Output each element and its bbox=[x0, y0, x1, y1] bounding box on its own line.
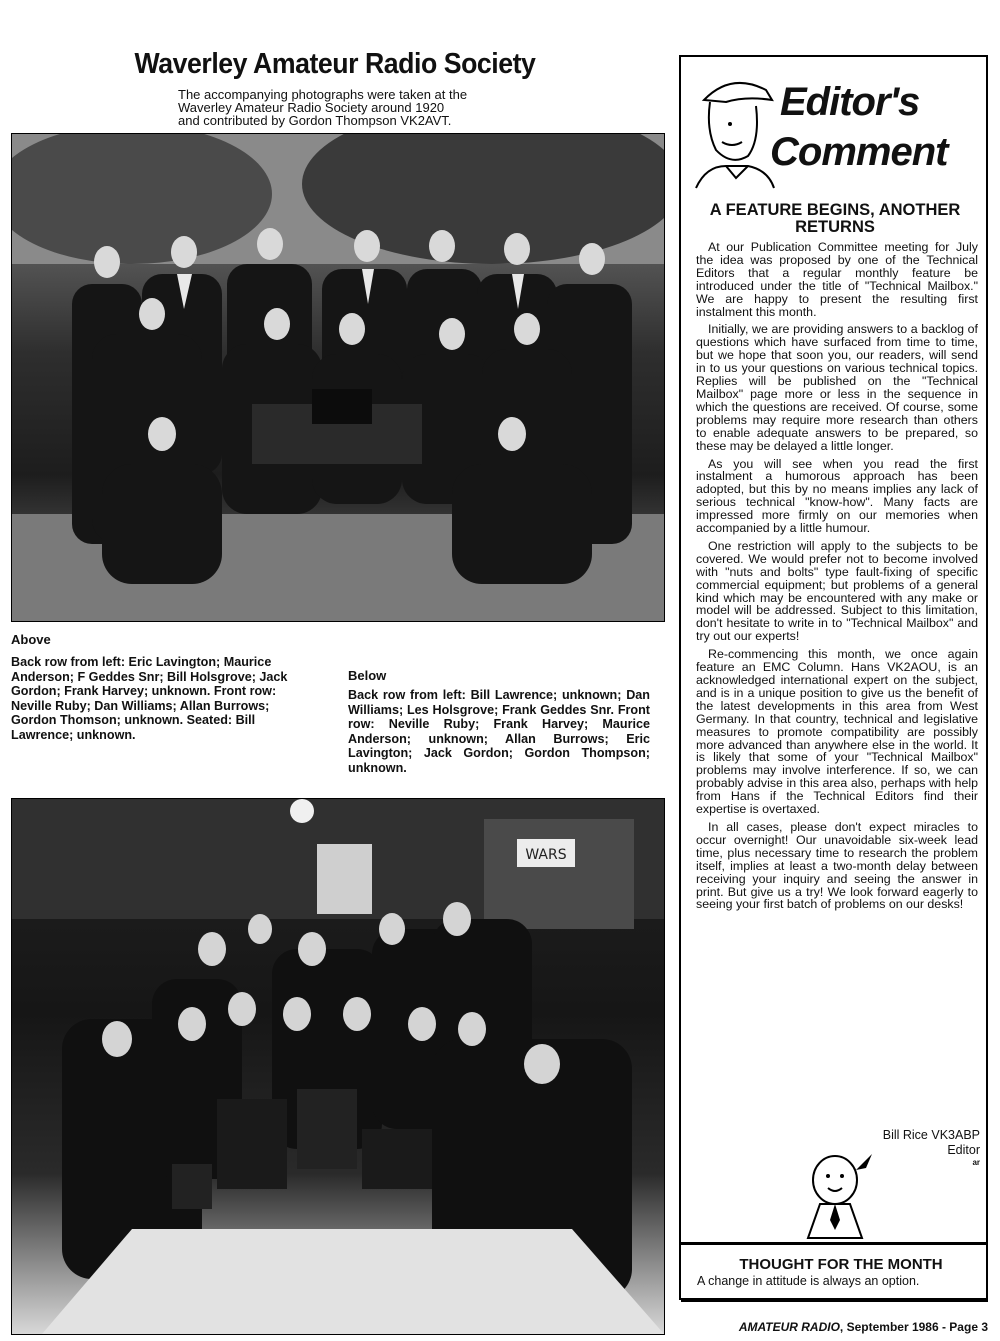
editor-cartoon-icon bbox=[686, 70, 776, 190]
article-intro: The accompanying photographs were taken at the Waverley Amateur Radio Society around 1920 and contributed by Gordon Thompson VK2AVT. bbox=[178, 87, 468, 128]
editorial-paragraph: Re-commencing this month, we once again feature an EMC Column. Hans VK2AOU, is an acknowledged international expert on the subject, and is in a unique position to give us the benefit of the latest developments in this area from West Germany. In that country, technical and legislative measures to promote compatibility are possibly more advanced than anywhere else in the world. It is likely that some of your "Technical Mailbox" problems may involve interference. If so, we can probably advise in this area also, perhaps with help from Hans if the Technical Editors find their expertise is overtaxed. bbox=[696, 647, 978, 817]
editorial-title-line1: Editor's bbox=[780, 80, 920, 124]
thought-heading: THOUGHT FOR THE MONTH bbox=[739, 1256, 943, 1273]
thought-text: A change in attitude is always an option. bbox=[697, 1274, 920, 1288]
editorial-body bbox=[696, 241, 978, 916]
page-footer bbox=[739, 1320, 988, 1334]
editorial-paragraph: In all cases, please don't expect miracles to occur overnight! Our unavoidable six-week lead time, plus necessary time to research the problem itself, implies at least a two-month delay between receiving your inquiry and seeing the answer in print. But give us a try! We look forward eagerly to seeing your first batch of problems on our desks! bbox=[696, 819, 978, 912]
end-mark: ar bbox=[972, 1158, 980, 1167]
radio-station-illustration bbox=[12, 799, 664, 1334]
editorial-headline: A FEATURE BEGINS, ANOTHER RETURNS bbox=[709, 201, 961, 236]
caption-above-text: Back row from left: Eric Lavington; Maurice Anderson; F Geddes Snr; Bill Holsgrove; Jack Gordon; Frank Harvey; unknown. Front row: Neville Ruby; Dan Williams; Allan Burrows; Gordon Thomson; unknown. Seated: Bill Lawrence; unknown. bbox=[11, 655, 288, 742]
editorial-title-line2: Comment bbox=[770, 130, 948, 174]
radio-station-photo bbox=[11, 798, 665, 1335]
editorial-paragraph: Initially, we are providing answers to a backlog of questions which have surfaced from time to time, but we hope that soon you, our readers, will send in to us your questions on various technical topics. Replies will be published on the "Technical Mailbox" page more or less in the sequence in which the questions are received. Of course, some problems may require more research than others to enable adequate answers to be prepared, so these may be delayed a little longer. bbox=[696, 322, 978, 453]
signature-role: Editor bbox=[947, 1143, 980, 1157]
caption-below-heading: Below bbox=[348, 668, 387, 683]
signature-name: Bill Rice VK3ABP bbox=[882, 1128, 980, 1142]
editorial-paragraph: One restriction will apply to the subjects to be covered. We would prefer not to become involved with "nuts and bolts" type fault-fixing of specific commercial equipment; but problems of a general kind which may be encountered with any make or model will be addressed. Subject to this limitation, don't hesitate to write in to "Technical Mailbox" and try out our experts! bbox=[696, 538, 978, 644]
editorial-paragraph: At our Publication Committee meeting for July the idea was proposed by one of the Technical Editors that a regular monthly feature be introduced under the title of "Technical Mailbox." We are happy to present the resulting first instalment this month. bbox=[696, 240, 978, 319]
footer-divider bbox=[681, 1300, 988, 1302]
caption-above-heading: Above bbox=[11, 632, 51, 647]
article-title: Waverley Amateur Radio Society bbox=[134, 48, 536, 80]
cartoon-figure-icon bbox=[800, 1150, 880, 1240]
wars-sign-text: WARS bbox=[525, 847, 567, 863]
magazine-name: AMATEUR RADIO bbox=[738, 1320, 840, 1334]
editorial-paragraph: As you will see when you read the first instalment a humorous approach has been adopted, but this by no means implies any lack of serious technical "know-how". Many facts are impressed more firmly on our memories when accompanied by a little humour. bbox=[696, 456, 978, 536]
group-photo-illustration bbox=[12, 134, 664, 621]
group-photo-1920 bbox=[11, 133, 665, 622]
thought-divider bbox=[681, 1242, 988, 1245]
caption-below-text: Back row from left: Bill Lawrence; unknown; Dan Williams; Les Holsgrove; Frank Geddes Snr. Front row: Neville Ruby; Frank Harvey; Maurice Anderson; unknown; Allan Burrows; Eric Lavington; Jack Gordon; Gordon Thompson; unknown. bbox=[348, 688, 650, 775]
issue-info: , September 1986 - Page 3 bbox=[839, 1320, 988, 1334]
